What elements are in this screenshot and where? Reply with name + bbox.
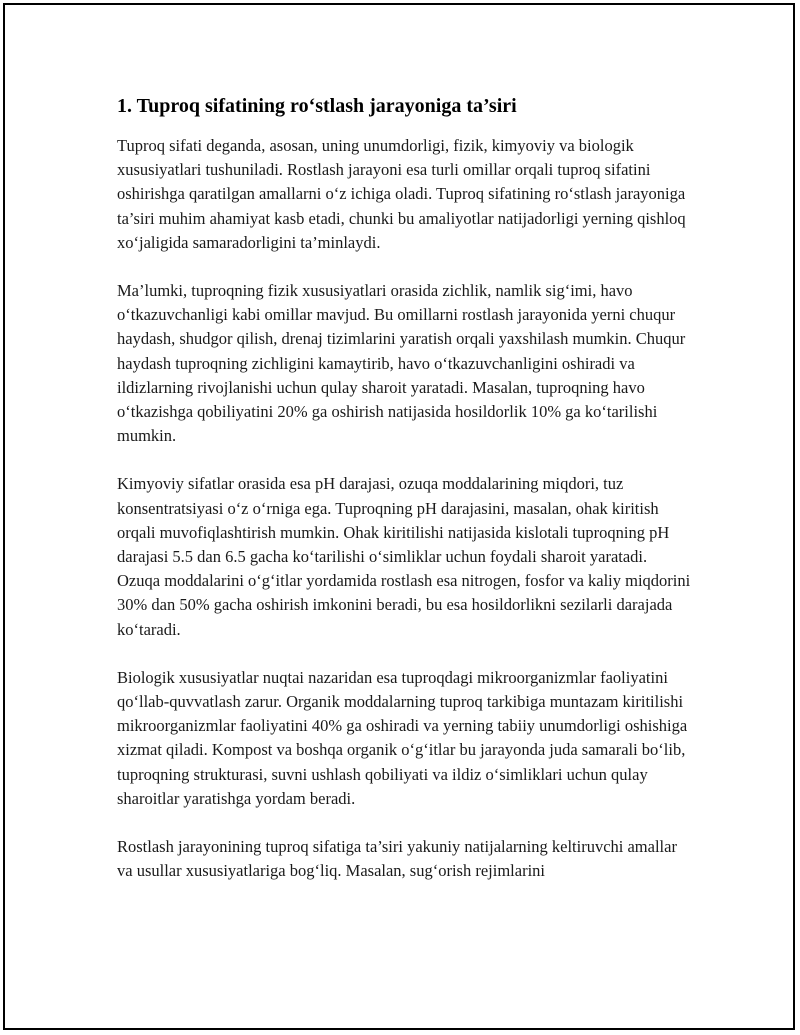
paragraph-chemical-properties: Kimyoviy sifatlar orasida esa pH darajasi, ozuqa moddalarining miqdori, tuz konsentratsiyasi o‘z o‘rniga ega. Tuproqning pH darajasini, masalan, ohak kiritish orqali muvofiqlashtirish mumkin. Ohak kiritilishi natijasida kislotali tuproqning pH darajasi 5.5 dan 6.5 gacha ko‘tarilishi o‘simliklar uchun foydali sharoit yaratadi. Ozuqa moddalarini o‘g‘itlar yordamida rostlash esa nitrogen, fosfor va kaliy miqdorini 30% dan 50% gacha oshirish imkonini beradi, bu esa hosildorlikni sezilarli darajada ko‘taradi.: [117, 474, 691, 639]
paragraph-biological-properties: Biologik xususiyatlar nuqtai nazaridan esa tuproqdagi mikroorganizmlar faoliyatini qo‘llab-quvvatlash zarur. Organik moddalarning tuproq tarkibiga muntazam kiritilishi mikroorganizmlar faoliyatini 40% ga oshiradi va yerning tabiiy unumdorligi oshishiga xizmat qiladi. Kompost va boshqa organik o‘g‘itlar bu jarayonda juda samarali bo‘lib, tuproqning strukturasi, suvni ushlash qobiliyati va ildiz o‘simliklari uchun qulay sharoitlar yaratishga yordam beradi.: [117, 667, 688, 808]
paragraph-intro: Tuproq sifati deganda, asosan, uning unumdorligi, fizik, kimyoviy va biologik xususiyatlari tushuniladi. Rostlash jarayoni esa turli omillar orqali tuproq sifatini oshirishga qaratilgan amallarni o‘z ichiga oladi. Tuproq sifatining ro‘stlash jarayoniga ta’siri muhim ahamiyat kasb etadi, chunki bu amaliyotlar natijadorligi yerning qishloq xo‘jaligida samaradorligini ta’minlaydi.: [117, 136, 686, 252]
section-heading: 1. Tuproq sifatining ro‘stlash jarayoniga ta’siri: [117, 95, 517, 117]
document-body: [117, 92, 692, 907]
paragraph-conclusion: Rostlash jarayonining tuproq sifatiga ta’siri yakuniy natijalarning keltiruvchi amallar va usullar xususiyatlariga bog‘liq. Masalan, sug‘orish rejimlarini: [117, 837, 677, 881]
paragraph-physical-properties: Ma’lumki, tuproqning fizik xususiyatlari orasida zichlik, namlik sig‘imi, havo o‘tkazuvchanligi kabi omillar mavjud. Bu omillarni rostlash jarayonida yerni chuqur haydash, shudgor qilish, drenaj tizimlarini yaratish orqali yaxshilash mumkin. Chuqur haydash tuproqning zichligini kamaytirib, havo o‘tkazuvchanligini oshiradi va ildizlarning rivojlanishi uchun qulay sharoit yaratadi. Masalan, tuproqning havo o‘tkazishga qobiliyatini 20% ga oshirish natijasida hosildorlik 10% ga ko‘tarilishi mumkin.: [117, 281, 686, 446]
